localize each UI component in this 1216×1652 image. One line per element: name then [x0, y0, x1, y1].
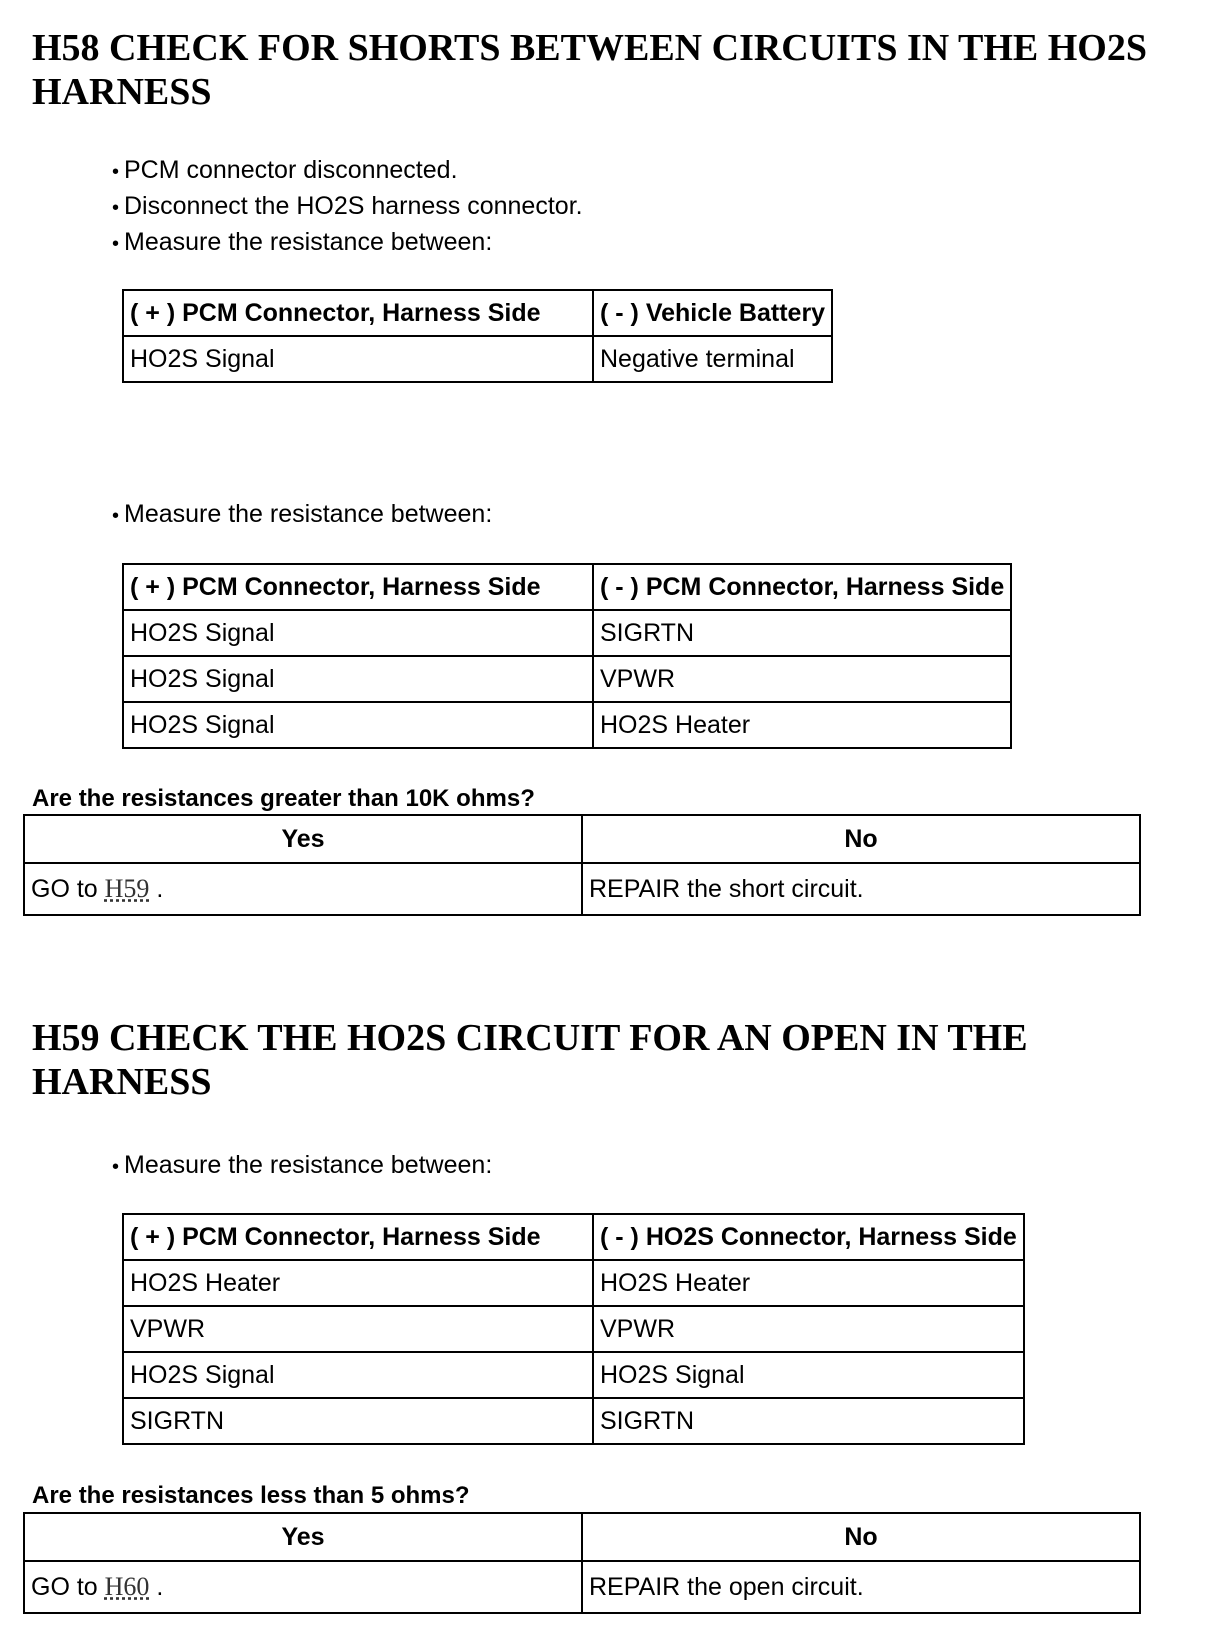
table-header-cell: ( + ) PCM Connector, Harness Side: [123, 290, 593, 336]
h58-question: Are the resistances greater than 10K ohms?: [32, 785, 535, 812]
table-cell: HO2S Heater: [593, 1260, 1024, 1306]
table-header-cell: ( - ) Vehicle Battery: [593, 290, 832, 336]
bullet-item: • Measure the resistance between:: [112, 1148, 492, 1184]
table-cell: HO2S Heater: [123, 1260, 593, 1306]
yes-header: Yes: [24, 1513, 582, 1561]
table-cell: HO2S Signal: [123, 656, 593, 702]
table-header-cell: ( - ) PCM Connector, Harness Side: [593, 564, 1011, 610]
table-cell: HO2S Signal: [123, 336, 593, 382]
table-cell: VPWR: [593, 656, 1011, 702]
table-cell: SIGRTN: [593, 610, 1011, 656]
table-cell: SIGRTN: [593, 1398, 1024, 1444]
table-row: [123, 336, 832, 382]
table-row: [123, 1260, 1024, 1306]
yes-header: Yes: [24, 815, 582, 863]
bullet-item: • PCM connector disconnected.: [112, 153, 583, 189]
table-row: [123, 1352, 1024, 1398]
table-cell: Negative terminal: [593, 336, 832, 382]
table-cell: SIGRTN: [123, 1398, 593, 1444]
table-row: [123, 1306, 1024, 1352]
table-row: [123, 702, 1011, 748]
h59-measurement-table: [122, 1213, 1025, 1445]
table-cell: HO2S Heater: [593, 702, 1011, 748]
h58-answer-table: [23, 814, 1141, 916]
table-cell: VPWR: [123, 1306, 593, 1352]
table-header-row: [123, 290, 832, 336]
h58-bullet-list: [112, 153, 583, 261]
table-cell: HO2S Signal: [123, 610, 593, 656]
table-row: [123, 610, 1011, 656]
table-header-cell: ( - ) HO2S Connector, Harness Side: [593, 1214, 1024, 1260]
table-cell: HO2S Signal: [123, 702, 593, 748]
table-header-row: [123, 1214, 1024, 1260]
yes-answer-prefix: GO to: [31, 1573, 98, 1601]
h59-heading: H59 CHECK THE HO2S CIRCUIT FOR AN OPEN IN THE HARNESS: [32, 1017, 1028, 1103]
yes-answer-cell: [24, 1561, 582, 1613]
h58-bullet-list-2: [112, 497, 492, 533]
answer-row: [24, 863, 1140, 915]
answer-header-row: [24, 1513, 1140, 1561]
table-header-cell: ( + ) PCM Connector, Harness Side: [123, 564, 593, 610]
no-answer-cell: REPAIR the short circuit.: [582, 863, 1140, 915]
table-row: [123, 1398, 1024, 1444]
no-header: No: [582, 815, 1140, 863]
goto-h60-link[interactable]: H60: [104, 1572, 150, 1601]
h59-answer-table: [23, 1512, 1141, 1614]
answer-row: [24, 1561, 1140, 1613]
table-header-cell: ( + ) PCM Connector, Harness Side: [123, 1214, 593, 1260]
table-cell: VPWR: [593, 1306, 1024, 1352]
yes-answer-cell: [24, 863, 582, 915]
h59-bullet-list: [112, 1148, 492, 1184]
bullet-item: • Measure the resistance between:: [112, 225, 583, 261]
bullet-item: • Measure the resistance between:: [112, 497, 492, 533]
yes-answer-suffix: .: [156, 875, 164, 903]
table-row: [123, 656, 1011, 702]
h58-heading: H58 CHECK FOR SHORTS BETWEEN CIRCUITS IN THE HO2S HARNESS: [32, 27, 1147, 113]
yes-answer-prefix: GO to: [31, 875, 98, 903]
no-answer-cell: REPAIR the open circuit.: [582, 1561, 1140, 1613]
yes-answer-suffix: .: [156, 1573, 164, 1601]
answer-header-row: [24, 815, 1140, 863]
table-cell: HO2S Signal: [123, 1352, 593, 1398]
no-header: No: [582, 1513, 1140, 1561]
goto-h59-link[interactable]: H59: [104, 874, 150, 903]
h58-battery-measurement-table: [122, 289, 833, 383]
h58-pcm-measurement-table: [122, 563, 1012, 749]
table-header-row: [123, 564, 1011, 610]
h59-question: Are the resistances less than 5 ohms?: [32, 1482, 470, 1509]
bullet-item: • Disconnect the HO2S harness connector.: [112, 189, 583, 225]
table-cell: HO2S Signal: [593, 1352, 1024, 1398]
